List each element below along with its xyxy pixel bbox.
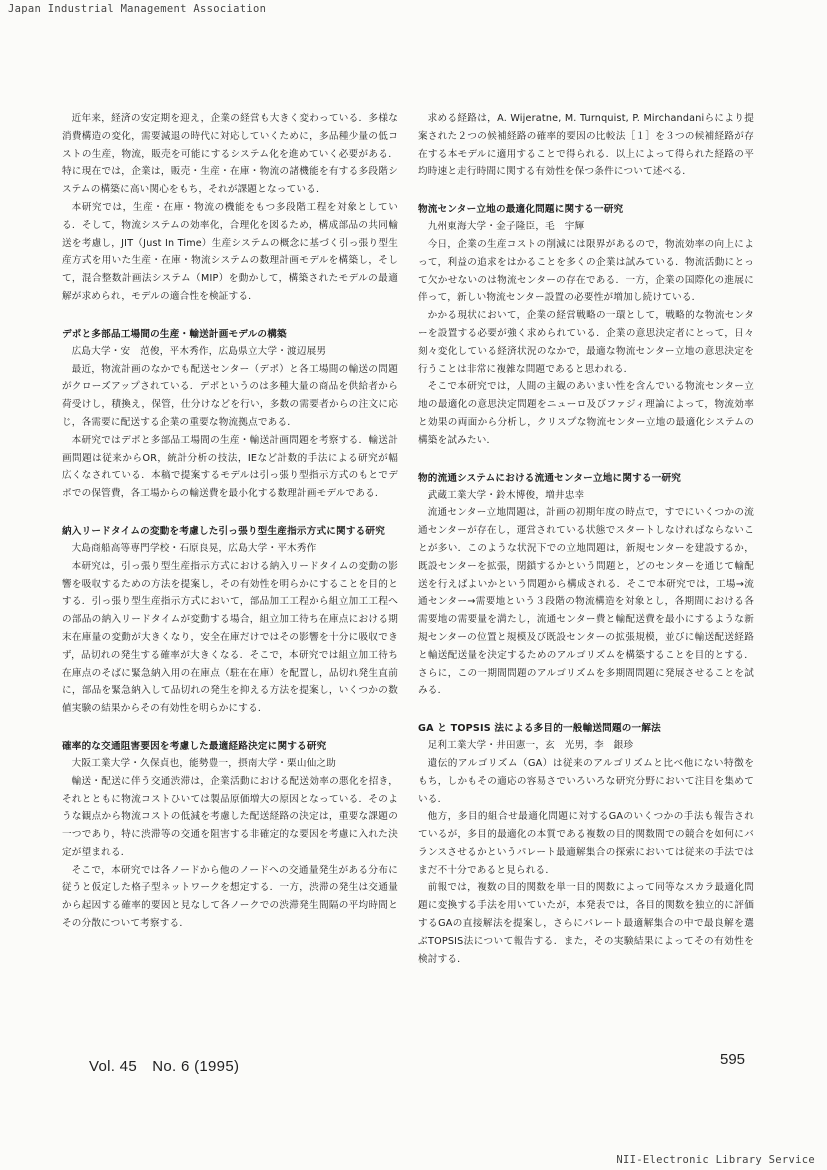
paragraph: 本研究は，引っ張り型生産指示方式における納入リードタイムの変動の影響を吸収するための方法を提案し，その有効性を明らかにすることを目的とする．引っ張り型生産指示方式において，部品加工工程から組立加工工程への部品の納入リードタイムが変動する場合，組立加工待ち在庫点における期末在庫量の変動が大きくなり，安全在庫だけではその影響を十分に吸収できず，品切れの発生する確率が大きくなる．そこで，本研究では組立加工待ち在庫点のそばに緊急納入用の在庫点（駐在在庫）を配置し，品切れ発生直前に，部品を緊急納入して品切れの発生を抑える方法を提案し，いくつかの数値実験の結果からその有効性を明らかにする．	[62, 560, 398, 715]
article-section	[62, 738, 398, 933]
section-title: 物的流通システムにおける流通センター立地に関する一研究	[418, 472, 682, 484]
header-org: Japan Industrial Management Association	[8, 3, 267, 15]
paragraph: かかる現状において，企業の経営戦略の一環として，戦略的な物流センターを設置する必要が強く求められている．企業の意思決定者にとって，日々刻々変化している経済状況のなかで，最適な物流センター立地の意思決定を行うことは非常に複雑な問題であると思われる．	[418, 310, 754, 375]
page-number: 595	[720, 1051, 746, 1068]
article-section	[418, 720, 754, 968]
section-title: 物流センター立地の最適化問題に関する一研究	[418, 204, 624, 216]
article-section	[62, 523, 398, 718]
section-title: デポと多部品工場間の生産・輸送計画モデルの構築	[62, 328, 287, 340]
section-authors: 足利工業大学・井田憲一，玄 光男，李 銀珍	[427, 740, 634, 752]
intro-section	[62, 110, 398, 306]
section-authors: 武蔵工業大学・鈴木博俊，増井忠幸	[427, 489, 585, 501]
paragraph: 輸送・配送に伴う交通渋滞は，企業活動における配送効率の悪化を招き，それとともに物流コストひいては製品原価増大の原因となっている．そのような観点から物流コストの低減を考慮した配送経路の決定は，重要な課題の一つであり，特に渋滞等の交通を阻害する非確定的な要因を考慮に入れた決定が望まれる．	[62, 775, 398, 858]
paragraph: 求める経路は，A. Wijeratne, M. Turnquist, P. Mirchandaniらにより提案された２つの候補経路の確率的要因の比較法［１］を３つの候補経路が存在する本モデルに適用することで得られる．以上によって得られた経路の平均時速と走行時間に関する有効性を保つ条件について述べる．	[418, 113, 754, 178]
paragraph: 本研究では，生産・在庫・物流の機能をもつ多段階工程を対象としている．そして，物流システムの効率化，合理化を図るため，構成部品の共同輸送を考慮し，JIT（Just In Time）生産システムの概念に基づく引っ張り型生産方式を用いた生産・在庫・物流システムの数理計画モデルを構築し，そして，混合整数計画法システム（MIP）を動かして，構築されたモデルの最適解が求められ，モデルの適合性を検証する．	[62, 201, 398, 302]
section-authors: 大阪工業大学・久保貞也，能勢豊一，摂南大学・栗山仙之助	[71, 757, 337, 769]
section-authors: 九州東海大学・金子隆臣，毛 宇輝	[427, 221, 585, 233]
section-title: 確率的な交通阻害要因を考慮した最適経路決定に関する研究	[62, 740, 327, 752]
paragraph: 最近，物流計画のなかでも配送センター（デポ）と各工場間の輸送の問題がクローズアップされている．デポというのは多種大量の商品を供給者から荷受けし，積換え，保管，仕分けなどを行い，多数の需要者からの注文に応じ，各需要に配送する企業の重要な物流拠点である．	[62, 363, 398, 428]
article-section	[418, 470, 754, 701]
section-authors: 大島商船高等専門学校・石原良晃，広島大学・平木秀作	[71, 542, 317, 554]
paragraph: 流通センター立地問題は，計画の初期年度の時点で，すでにいくつかの流通センターが存在し，運営されている状態でスタートしなければならないことが多い．このような状況下での立地問題は，新規センターを建設するか，既設センターを拡張，閉鎖するかという問題と，どのセンターを通じて輸配送を行えばよいかという問題から構成される．そこで本研究では，工場→流通センター→需要地という３段階の物流構造を対象とし，各期間における各需要地の需要量を満たし，流通センター費と輸配送費を最小にするような新規センターの位置と規模及び既設センターの拡張規模，並びに輸送配送経路と輸送配送量を決定するためのアルゴリズムを構築することを目的とする．さらに，この一期間問題のアルゴリズムを多期間問題に発展させることを試みる．	[418, 507, 754, 697]
paragraph: 今日，企業の生産コストの削減には限界があるので，物流効率の向上によって，利益の追求をはかることを多くの企業は試みている．物流活動にとって欠かせないのは物流センターの存在である．一方，企業の国際化の進展に伴って，新しい物流センター設置の必要性が増加し続けている．	[418, 238, 754, 304]
paragraph: そこで，本研究では各ノードから他のノードへの交通量発生がある分布に従うと仮定した格子型ネットワークを想定する．一方，渋滞の発生は交通量から起因する確率的要因と見なして各ノークでの渋滞発生間隔の平均時間とその分散について考察する．	[62, 864, 398, 930]
right-column	[418, 110, 754, 968]
paragraph: 近年来，経済の安定期を迎え，企業の経営も大きく変わっている．多様な消費構造の変化，需要減退の時代に対応していくために，多品種少量の低コストの生産，物流，販売を可能にするシステム化を進めていく必要がある．特に現在では，企業は，販売・生産・在庫・物流の諸機能を有する多段階システムの構築に高い関心をもち，それが課題となっている．	[62, 113, 398, 196]
left-column	[62, 110, 398, 933]
paragraph: 前報では，複数の目的関数を単一目的関数によって同等なスカラ最適化問題に変換する手法を用いていたが，本発表では，各目的関数を独立的に評価するGAの直接解法を提案し，さらにパレート最適解集合の中で最良解を選ぶTOPSIS法について報告する．また，その実験結果によってその有効性を検討する．	[418, 882, 754, 965]
paragraph: 他方，多目的組合せ最適化問題に対するGAのいくつかの手法も報告されているが，多目的最適化の本質である複数の目的関数間での競合を如何にバランスさせるかというパレート最適解集合の探索においては従来の手法ではまだ不十分であると見られる．	[418, 811, 754, 876]
volume-label: Vol. 45 No. 6 (1995)	[89, 1058, 240, 1075]
article-section	[62, 326, 398, 503]
paragraph: 遺伝的アルゴリズム（GA）は従来のアルゴリズムと比べ他にない特徴をもち，しかもその適応の容易さでいろいろな研究分野において注目を集めている．	[418, 757, 754, 805]
section-title: 納入リードタイムの変動を考慮した引っ張り型生産指示方式に関する研究	[62, 525, 386, 537]
section-title: GA と TOPSIS 法による多目的一般輸送問題の一解法	[418, 723, 661, 735]
paragraph: そこで本研究では，人間の主観のあいまい性を含んでいる物流センター立地の最適化の意思決定問題をニューロ及びファジィ理論によって，物流効率と効果の両面から分析し，クリスプな物流センター立地の最適化システムの構築を試みたい．	[418, 381, 754, 446]
article-section	[418, 201, 754, 449]
paragraph: 本研究ではデポと多部品工場間の生産・輸送計画問題を考察する．輸送計画問題は従来からOR，統計分析の技法，IEなど計数的手法による研究が幅広くなされている．本稿で提案するモデルは引っ張り型指示方式のもとでデポでの保管費，各工場からの輸送費を最小化する数理計画モデルである．	[62, 434, 398, 500]
article-continuation	[418, 110, 754, 181]
section-authors: 広島大学・安 范俊，平木秀作，広島県立大学・渡辺展男	[71, 345, 327, 357]
footer-service: NII-Electronic Library Service	[616, 1154, 815, 1166]
